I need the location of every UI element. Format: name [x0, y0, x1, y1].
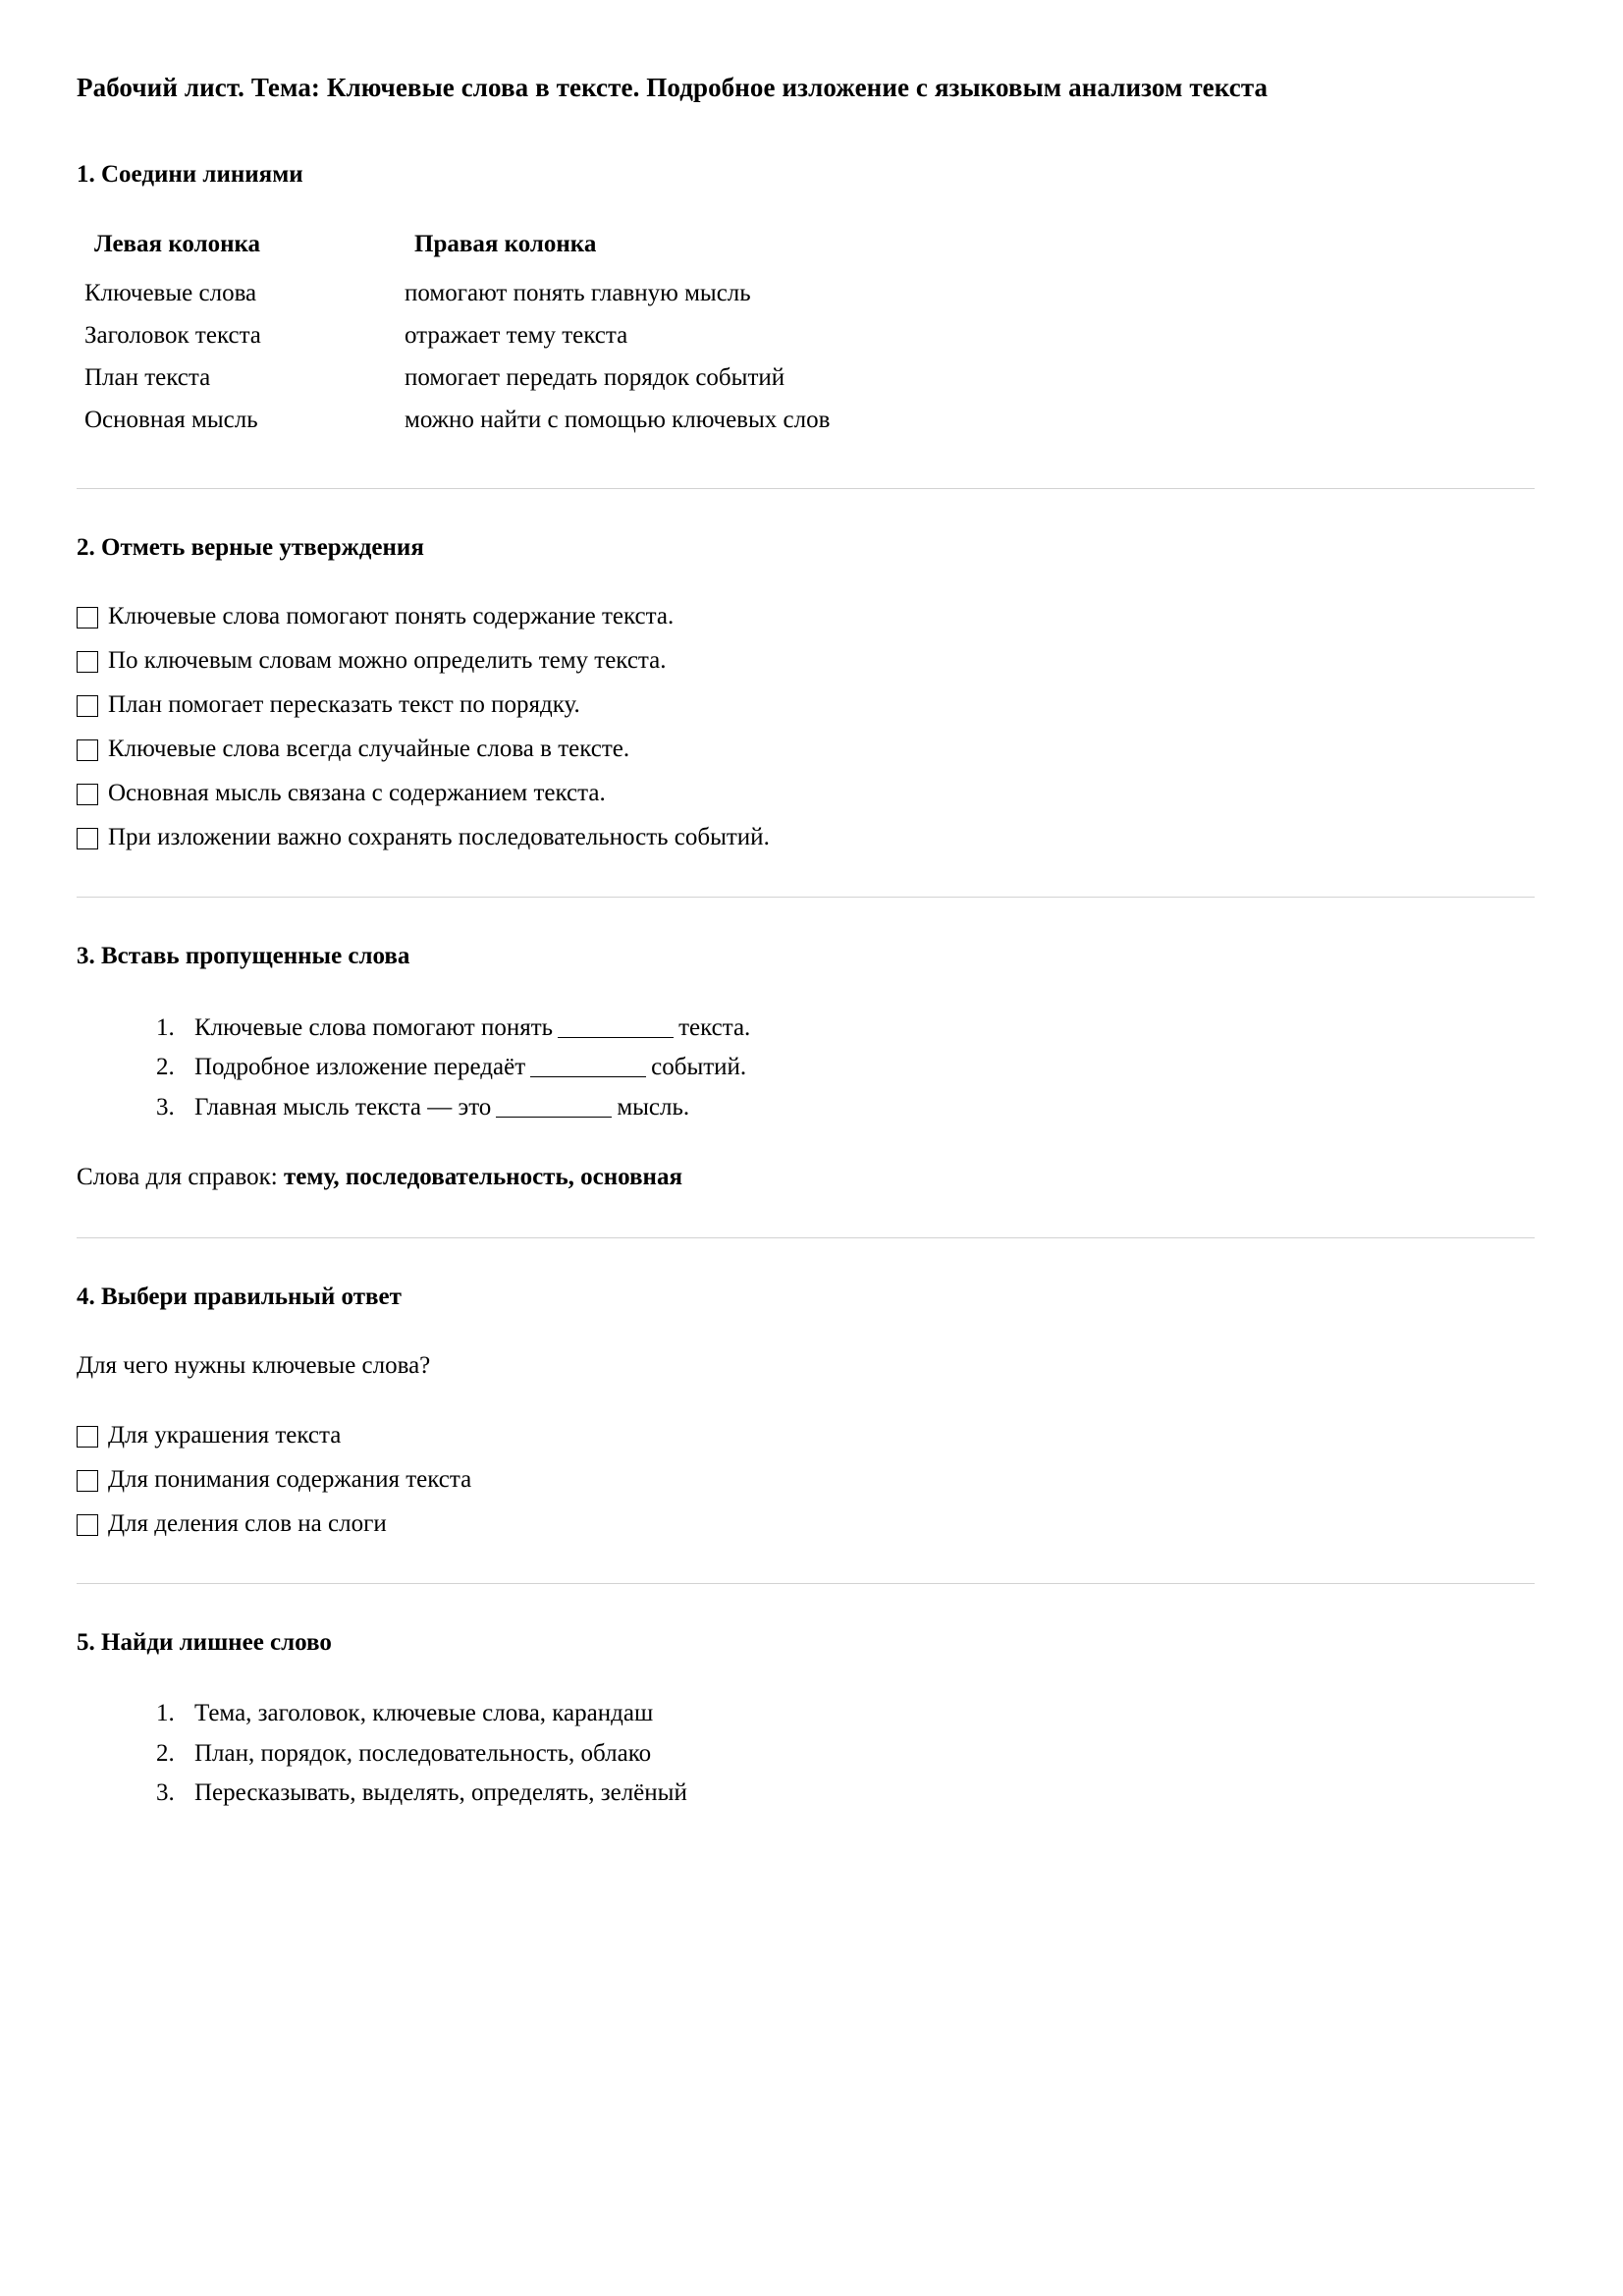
matching-table	[77, 228, 830, 444]
list-item	[181, 1050, 1535, 1085]
section-4-heading: 4. Выбери правильный ответ	[77, 1283, 402, 1310]
section-1-heading: 1. Соедини линиями	[77, 160, 303, 188]
blank-sentence-after: мысль.	[617, 1093, 690, 1121]
column-header-left: Левая колонка	[94, 231, 261, 258]
blank-input-line[interactable]	[496, 1116, 612, 1118]
list-item[interactable]	[77, 601, 1535, 632]
match-left-item[interactable]: Заголовок текста	[84, 321, 261, 349]
statement-label: Основная мысль связана с содержанием текста.	[108, 780, 606, 807]
statement-label: Ключевые слова помогают понять содержание текста.	[108, 603, 675, 630]
match-left-item[interactable]: Основная мысль	[84, 407, 258, 434]
list-item	[181, 1011, 1535, 1046]
page-title: Рабочий лист. Тема: Ключевые слова в тексте. Подробное изложение с языковым анализом текста	[77, 73, 1269, 102]
section-4-choose-answer	[77, 1282, 1535, 1540]
statement-label: При изложении важно сохранять последовательность событий.	[108, 824, 770, 851]
section-1-match-lines	[77, 159, 1535, 445]
match-right-item[interactable]: можно найти с помощью ключевых слов	[405, 407, 831, 434]
statement-label: По ключевым словам можно определить тему текста.	[108, 647, 667, 675]
list-item[interactable]	[77, 822, 1535, 853]
checkbox-icon[interactable]	[77, 739, 98, 761]
list-item[interactable]	[77, 1420, 1535, 1451]
list-item[interactable]: 2. План, порядок, последовательность, облако	[181, 1736, 1535, 1772]
reference-words-line	[77, 1162, 1535, 1194]
option-label: Для деления слов на слоги	[108, 1509, 387, 1537]
section-2-true-statements	[77, 532, 1535, 854]
list-item[interactable]	[77, 1464, 1535, 1496]
table-header-row	[77, 228, 830, 274]
section-3-heading: 3. Вставь пропущенные слова	[77, 943, 410, 970]
checkbox-icon[interactable]	[77, 1514, 98, 1536]
table-row[interactable]	[77, 275, 830, 317]
match-right-item[interactable]: отражает тему текста	[405, 321, 628, 349]
matching-table-head	[77, 228, 830, 274]
blank-sentence-before: Подробное изложение передаёт	[194, 1054, 526, 1081]
statement-label: План помогает пересказать текст по порядку.	[108, 691, 580, 719]
fill-blank-list	[77, 1011, 1535, 1125]
list-item	[181, 1090, 1535, 1125]
answer-option-list	[77, 1420, 1535, 1540]
section-2-heading: 2. Отметь верные утверждения	[77, 533, 424, 561]
checkbox-icon[interactable]	[77, 695, 98, 717]
option-label: Для украшения текста	[108, 1421, 342, 1449]
list-item[interactable]: 1. Тема, заголовок, ключевые слова, карандаш	[181, 1696, 1535, 1731]
list-item[interactable]: 3. Пересказывать, выделять, определять, зелёный	[181, 1776, 1535, 1811]
table-row[interactable]	[77, 317, 830, 359]
statement-label: Ключевые слова всегда случайные слова в тексте.	[108, 736, 630, 763]
column-header-right: Правая колонка	[414, 231, 597, 258]
statement-checkbox-list	[77, 601, 1535, 853]
list-item[interactable]	[77, 778, 1535, 809]
blank-input-line[interactable]	[558, 1036, 674, 1038]
list-item[interactable]	[77, 645, 1535, 677]
table-row[interactable]	[77, 402, 830, 444]
checkbox-icon[interactable]	[77, 1426, 98, 1448]
blank-sentence-after: текста.	[678, 1013, 751, 1041]
checkbox-icon[interactable]	[77, 1470, 98, 1492]
section-divider	[77, 1237, 1535, 1238]
blank-sentence-before: Главная мысль текста — это	[194, 1093, 492, 1121]
list-item[interactable]	[77, 734, 1535, 765]
section-3-fill-blanks	[77, 941, 1535, 1194]
match-right-item[interactable]: помогает передать порядок событий	[405, 364, 785, 392]
list-item[interactable]	[77, 1508, 1535, 1540]
section-divider	[77, 897, 1535, 898]
match-left-item[interactable]: Ключевые слова	[84, 279, 257, 306]
list-item[interactable]	[77, 689, 1535, 721]
checkbox-icon[interactable]	[77, 784, 98, 805]
section-divider	[77, 488, 1535, 489]
blank-sentence-after: событий.	[651, 1054, 747, 1081]
match-right-item[interactable]: помогают понять главную мысль	[405, 279, 751, 306]
checkbox-icon[interactable]	[77, 651, 98, 673]
odd-word-list	[77, 1696, 1535, 1811]
reference-words-values: тему, последовательность, основная	[283, 1164, 682, 1191]
blank-sentence-before: Ключевые слова помогают понять	[194, 1013, 554, 1041]
blank-input-line[interactable]	[530, 1075, 646, 1077]
table-row[interactable]	[77, 359, 830, 402]
question-text: Для чего нужны ключевые слова?	[77, 1352, 431, 1380]
reference-words-label: Слова для справок:	[77, 1164, 278, 1191]
checkbox-icon[interactable]	[77, 828, 98, 849]
section-5-heading: 5. Найди лишнее слово	[77, 1628, 332, 1656]
section-5-find-odd-word	[77, 1627, 1535, 1811]
option-label: Для понимания содержания текста	[108, 1465, 472, 1493]
checkbox-icon[interactable]	[77, 607, 98, 629]
match-left-item[interactable]: План текста	[84, 364, 211, 392]
matching-table-body	[77, 275, 830, 445]
section-divider	[77, 1583, 1535, 1584]
